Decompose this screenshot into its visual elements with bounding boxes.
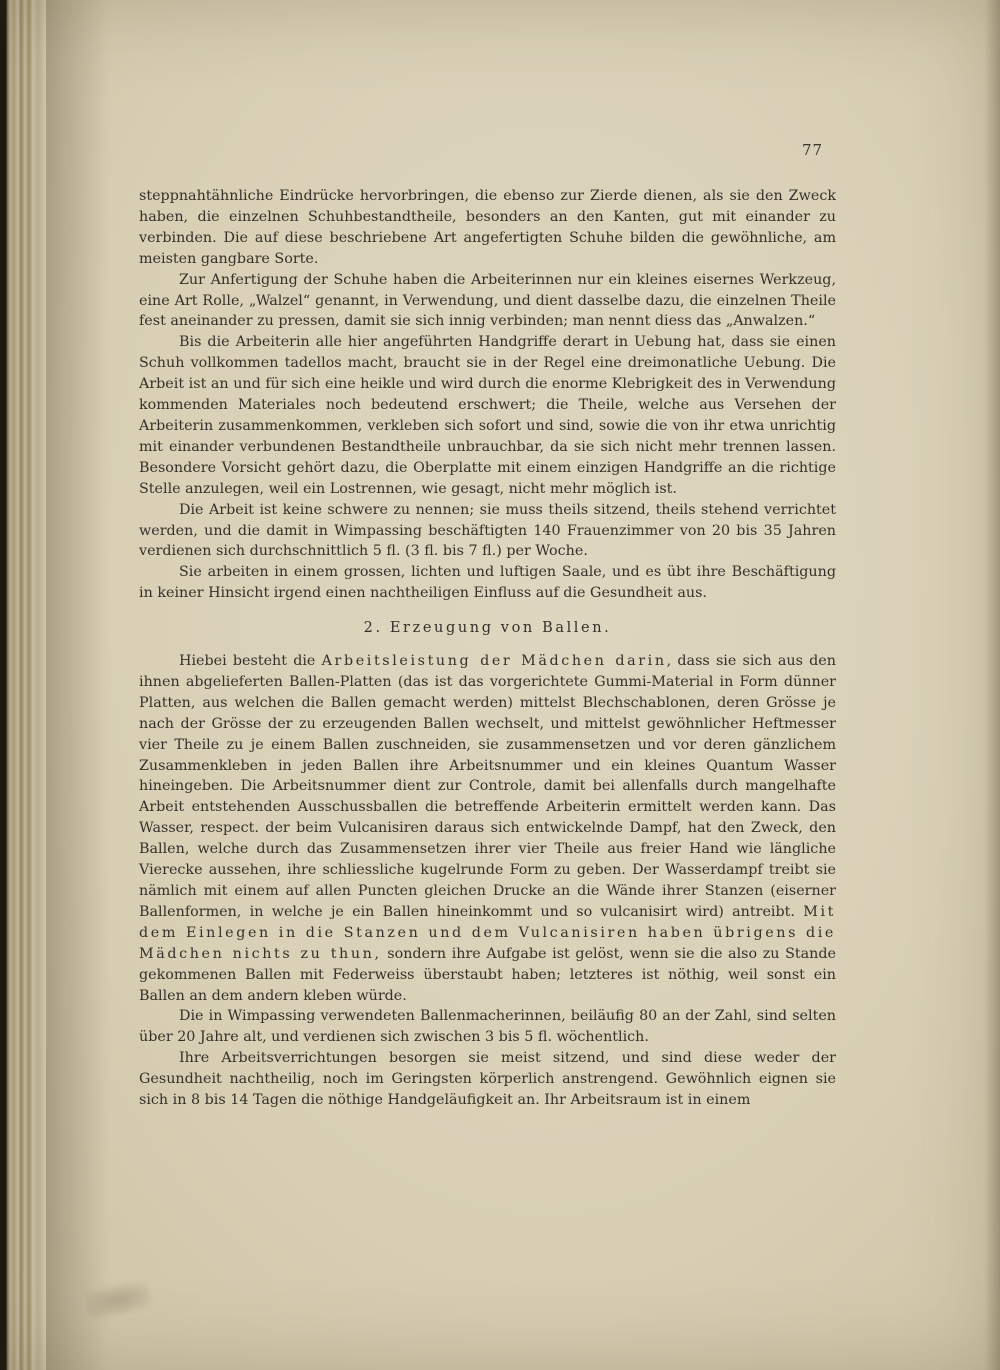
paragraph (139, 562, 836, 604)
paragraph (139, 1006, 836, 1048)
text-run: Zur Anfertigung der Schuhe haben die Arbeiterinnen nur ein kleines eisernes Werkzeug, eine Art Rolle, „Walzel“ genannt, in Verwendung, und dient dasselbe dazu, die einzelnen Theile fest aneinander zu pressen, damit sie sich innig verbinden; man nennt diess das „Anwalzen.“ (139, 271, 836, 330)
paragraph (139, 1048, 836, 1111)
paragraph (139, 270, 836, 333)
emphasized-text: Arbeitsleistung der Mädchen darin (321, 653, 667, 670)
text-run: Ihre Arbeitsverrichtungen besorgen sie meist sitzend, und sind diese weder der Gesundheit nachtheilig, noch im Geringsten körperlich anstrengend. Gewöhnlich eignen sie sich in 8 bis 14 Tagen die nöthige Handgeläufigkeit an. Ihr Arbeitsraum ist in einem (139, 1050, 836, 1109)
page-number: 77 (802, 141, 824, 159)
book-binding-edge (0, 0, 46, 1370)
text-run: steppnahtähnliche Eindrücke hervorbringen, die ebenso zur Zierde dienen, als sie den Zweck haben, die einzelnen Schuhbestandtheile, besonders an den Kanten, gut mit einander zu verbinden. Die auf diese beschriebene Art angefertigten Schuhe bilden die gewöhnliche, am meisten gangbare Sorte. (139, 188, 836, 267)
text-run: , dass sie sich aus den ihnen abgelieferten Ballen-Platten (das ist das vorgerichtete Gummi-Material in Form dünner Platten, aus welchen die Ballen gemacht werden) mittelst Blechschablonen, deren Grösse je nach der Grösse der zu erzeugenden Ballen wechselt, und mittelst gewöhnlicher Heftmesser vier Theile zu je einem Ballen zuschneiden, sie zusammensetzen und vor deren gänzlichem Zusammenkleben in jeden Ballen ihre Arbeitsnummer und ein kleines Quantum Wasser hineingeben. Die Arbeitsnummer dient zur Controle, damit bei allenfalls durch mangelhafte Arbeit entstehenden Ausschussballen die betreffende Arbeiterin ermittelt werden kann. Das Wasser, respect. der beim Vulcanisiren daraus sich entwickelnde Dampf, hat den Zweck, den Ballen, welche durch das Zusammensetzen ihrer vier Theile aus freier Hand wie längliche Vierecke aussehen, ihre schliessliche kugelrunde Form zu geben. Der Wasserdampf treibt sie nämlich mit einem auf allen Puncten gleichen Drucke an die Wände ihrer Stanzen (eiserner Ballenformen, in welche je ein Ballen hineinkommt und so vulcanisirt wird) antreibt. (139, 653, 836, 920)
page-right-edge (984, 0, 1000, 1370)
text-run: Die in Wimpassing verwendeten Ballenmacherinnen, beiläufig 80 an der Zahl, sind selten über 20 Jahre alt, und verdienen sich zwischen 3 bis 5 fl. wöchentlich. (139, 1008, 836, 1046)
paragraph (139, 186, 836, 270)
paragraph (139, 500, 836, 563)
paragraph (139, 332, 836, 499)
section-heading (139, 618, 836, 639)
text-run: sondern ihre Aufgabe ist gelöst, wenn sie die also zu Stande gekommenen Ballen mit Federweiss überstaubt haben; letzteres ist nöthig, weil sonst ein Ballen an dem andern kleben würde. (139, 945, 836, 1004)
text-run: Hiebei besteht die (179, 653, 322, 670)
text-run: Bis die Arbeiterin alle hier angeführten Handgriffe derart in Uebung hat, dass sie einen Schuh vollkommen tadellos macht, braucht sie in der Regel eine dreimonatliche Uebung. Die Arbeit ist an und für sich eine heikle und wird durch die enorme Klebrigkeit des in Verwendung kommenden Materiales noch bedeutend erschwert; die Theile, welche aus Versehen der Arbeiterin zusammenkommen, verkleben sich sofort und sind, sowie die von ihr etwa unrichtig mit einander verbundenen Bestandtheile unbrauchbar, da sie sich nicht mehr trennen lassen. Besondere Vorsicht gehört dazu, die Oberplatte mit einem einzigen Handgriffe an die richtige Stelle anzulegen, weil ein Lostrennen, wie gesagt, nicht mehr möglich ist. (139, 334, 836, 497)
text-run: Die Arbeit ist keine schwere zu nennen; sie muss theils sitzend, theils stehend verrichtet werden, und die damit in Wimpassing beschäftigten 140 Frauenzimmer von 20 bis 35 Jahren verdienen sich durchschnittlich 5 fl. (3 fl. bis 7 fl.) per Woche. (139, 501, 836, 560)
text-run: Sie arbeiten in einem grossen, lichten und luftigen Saale, und es übt ihre Beschäftigung in keiner Hinsicht irgend einen nachtheiligen Einfluss auf die Gesundheit aus. (139, 564, 836, 602)
emphasized-text: Mit dem Einlegen in die Stanzen und dem Vulcanisiren haben übrigens die Mädchen nichts zu thun, (139, 903, 836, 962)
emphasized-text: 2. Erzeugung von Ballen. (363, 620, 612, 637)
binding-shadow (46, 0, 110, 1370)
paragraph (139, 651, 836, 1006)
text-column (139, 186, 836, 1111)
